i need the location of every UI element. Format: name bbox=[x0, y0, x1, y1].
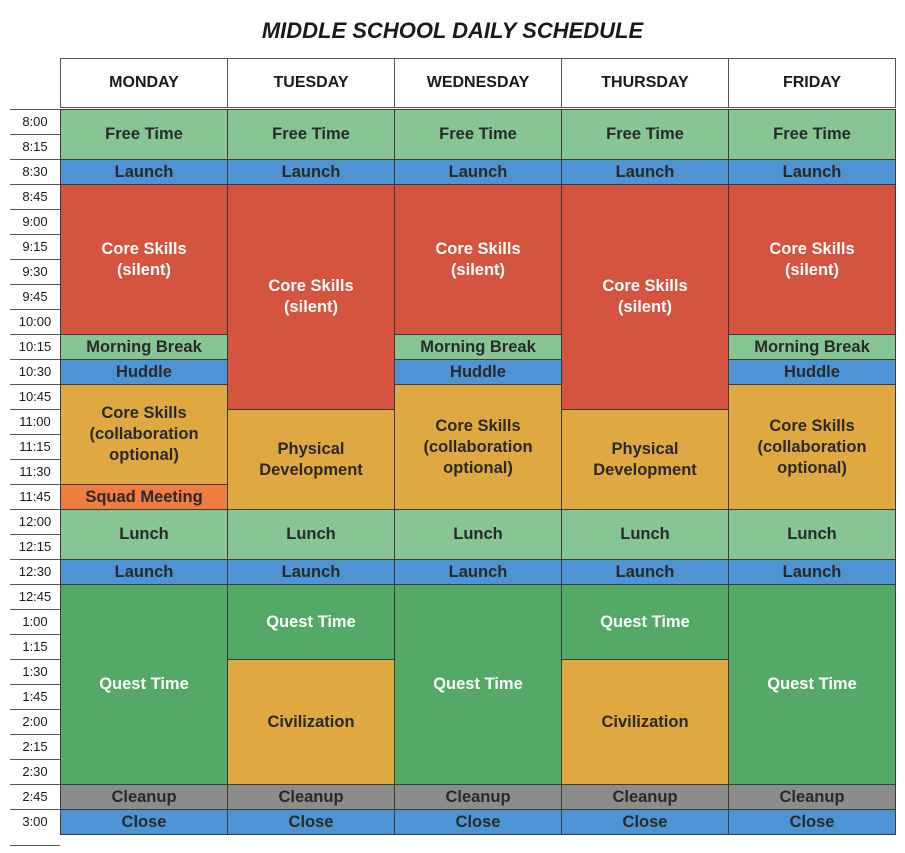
schedule-block-text: (silent) bbox=[617, 298, 673, 316]
time-label: 12:30 bbox=[10, 559, 60, 583]
schedule-block bbox=[561, 559, 729, 585]
time-label: 12:00 bbox=[10, 509, 60, 533]
schedule-block-text: Cleanup bbox=[612, 787, 678, 806]
schedule-block bbox=[561, 809, 729, 835]
schedule-block-text: Close bbox=[455, 812, 501, 831]
schedule-block bbox=[60, 809, 228, 835]
schedule-block-label bbox=[606, 124, 684, 145]
schedule-block-text: Morning Break bbox=[86, 337, 202, 356]
schedule-block bbox=[227, 559, 395, 585]
schedule-block-label bbox=[769, 239, 854, 281]
schedule-block bbox=[728, 384, 896, 510]
schedule-block bbox=[728, 509, 896, 560]
schedule-block-text: Launch bbox=[281, 562, 341, 581]
schedule-block bbox=[561, 509, 729, 560]
schedule-block bbox=[60, 109, 228, 160]
schedule-block-text: (collaboration bbox=[423, 437, 533, 456]
time-label: 1:15 bbox=[10, 634, 60, 658]
schedule-block-text: Launch bbox=[782, 162, 842, 181]
day-header-wednesday: WEDNESDAY bbox=[394, 58, 562, 108]
schedule-block-label bbox=[119, 524, 169, 545]
schedule-block-label bbox=[616, 562, 675, 583]
schedule-block-text: (silent) bbox=[784, 260, 840, 279]
schedule-block bbox=[394, 359, 562, 385]
day-header-monday: MONDAY bbox=[60, 58, 228, 108]
schedule-block-label bbox=[784, 362, 840, 383]
schedule-block bbox=[60, 784, 228, 810]
schedule-block-text: Lunch bbox=[286, 525, 336, 543]
schedule-block bbox=[394, 159, 562, 185]
schedule-block bbox=[394, 584, 562, 785]
schedule-block bbox=[728, 184, 896, 335]
time-label: 12:15 bbox=[10, 534, 60, 558]
schedule-block-label bbox=[773, 124, 851, 145]
schedule-block-label bbox=[86, 337, 202, 358]
schedule-block-text: Launch bbox=[448, 562, 508, 581]
day-header-row bbox=[60, 58, 900, 108]
time-label: 2:30 bbox=[10, 759, 60, 783]
schedule-block-label bbox=[767, 674, 857, 695]
schedule-block-label bbox=[420, 337, 536, 358]
time-label: 2:45 bbox=[10, 784, 60, 808]
time-label: 11:15 bbox=[10, 434, 60, 458]
schedule-block-text: Free Time bbox=[105, 125, 183, 143]
schedule-block-text: Quest Time bbox=[433, 675, 523, 693]
schedule-block bbox=[561, 584, 729, 660]
schedule-block-label bbox=[272, 124, 350, 145]
schedule-block-text: Huddle bbox=[116, 362, 172, 381]
schedule-block-text: (silent) bbox=[283, 298, 339, 316]
time-label: 8:30 bbox=[10, 159, 60, 183]
schedule-block-label bbox=[89, 403, 198, 466]
schedule-block-text: (silent) bbox=[450, 260, 506, 279]
schedule-block-label bbox=[266, 612, 356, 633]
time-label: 1:00 bbox=[10, 609, 60, 633]
schedule-block bbox=[561, 409, 729, 510]
schedule-block-label bbox=[116, 362, 172, 383]
time-label: 12:45 bbox=[10, 584, 60, 608]
schedule-block bbox=[60, 184, 228, 335]
schedule-block-label bbox=[783, 562, 842, 583]
schedule-block bbox=[394, 559, 562, 585]
schedule-block bbox=[394, 509, 562, 560]
schedule-block bbox=[60, 359, 228, 385]
schedule-block-text: Close bbox=[622, 812, 668, 831]
schedule-block-text: Free Time bbox=[606, 125, 684, 143]
schedule-block bbox=[60, 509, 228, 560]
schedule-block bbox=[227, 184, 395, 410]
schedule-block bbox=[561, 109, 729, 160]
day-header-tuesday: TUESDAY bbox=[227, 58, 395, 108]
schedule-block-label bbox=[600, 612, 690, 633]
schedule-block-label bbox=[456, 812, 501, 833]
schedule-block bbox=[227, 784, 395, 810]
page-title: MIDDLE SCHOOL DAILY SCHEDULE bbox=[261, 18, 644, 43]
schedule-block-text: Free Time bbox=[773, 125, 851, 143]
schedule-block-text: Morning Break bbox=[754, 337, 870, 356]
schedule-block-label bbox=[449, 162, 508, 183]
schedule-block-text: Quest Time bbox=[99, 675, 189, 693]
schedule-block-label bbox=[115, 562, 174, 583]
schedule-block-label bbox=[85, 487, 202, 508]
schedule-block-text: Free Time bbox=[272, 125, 350, 143]
schedule-block-text: Quest Time bbox=[767, 675, 857, 693]
schedule-block-label bbox=[259, 439, 363, 481]
schedule-block bbox=[728, 359, 896, 385]
schedule-block-text: Core Skills bbox=[435, 239, 521, 258]
schedule-block bbox=[728, 109, 896, 160]
time-label: 2:15 bbox=[10, 734, 60, 758]
schedule-block-label bbox=[278, 787, 343, 808]
time-label: 9:00 bbox=[10, 209, 60, 233]
schedule-block bbox=[394, 184, 562, 335]
schedule-block bbox=[227, 509, 395, 560]
schedule-block-text: Cleanup bbox=[779, 787, 845, 806]
schedule-block-label bbox=[623, 812, 668, 833]
time-label: 9:30 bbox=[10, 259, 60, 283]
schedule-block-label bbox=[779, 787, 844, 808]
schedule-block-text: optional) bbox=[109, 446, 179, 464]
schedule-block-label bbox=[790, 812, 835, 833]
schedule-block bbox=[561, 184, 729, 410]
schedule-block bbox=[394, 384, 562, 510]
schedule-block bbox=[561, 659, 729, 785]
schedule-block-label bbox=[423, 416, 532, 479]
schedule-block-text: Physical bbox=[611, 439, 679, 458]
schedule-block-text: Quest Time bbox=[600, 612, 690, 631]
schedule-block-text: Launch bbox=[114, 162, 174, 181]
schedule-block-text: Lunch bbox=[787, 525, 837, 543]
schedule-block-label bbox=[115, 162, 174, 183]
schedule-block bbox=[227, 584, 395, 660]
schedule-block-label bbox=[453, 524, 503, 545]
schedule-block-text: Civilization bbox=[601, 712, 689, 731]
schedule-block-label bbox=[593, 439, 697, 481]
schedule-block-text: Launch bbox=[615, 562, 675, 581]
schedule-block bbox=[60, 559, 228, 585]
schedule-block-text: (collaboration bbox=[89, 425, 199, 443]
time-label: 10:45 bbox=[10, 384, 60, 408]
schedule-block-label bbox=[111, 787, 176, 808]
schedule-block-label bbox=[282, 162, 341, 183]
schedule-block-text: optional) bbox=[443, 458, 513, 477]
schedule-block-text: Core Skills bbox=[435, 416, 521, 435]
schedule-block-label bbox=[602, 276, 687, 318]
schedule-block-text: Huddle bbox=[784, 362, 840, 381]
schedule-block-text: Core Skills bbox=[602, 277, 688, 295]
schedule-block-text: Cleanup bbox=[111, 787, 177, 806]
schedule-block-text: Core Skills bbox=[268, 277, 354, 295]
schedule-block-label bbox=[105, 124, 183, 145]
schedule-block bbox=[227, 409, 395, 510]
schedule-block-text: Squad Meeting bbox=[85, 487, 203, 506]
schedule-block-label bbox=[433, 674, 523, 695]
schedule-block-text: Development bbox=[593, 460, 697, 479]
schedule-block-text: Quest Time bbox=[266, 612, 356, 631]
time-label: 10:15 bbox=[10, 334, 60, 358]
schedule-block bbox=[394, 334, 562, 360]
schedule-block-text: optional) bbox=[777, 458, 847, 477]
schedule-block bbox=[394, 809, 562, 835]
time-label: 3:00 bbox=[10, 809, 60, 833]
schedule-block-text: Core Skills bbox=[769, 239, 855, 258]
schedule-block-text: Close bbox=[121, 812, 167, 831]
time-label: 10:30 bbox=[10, 359, 60, 383]
schedule-block bbox=[394, 109, 562, 160]
schedule-block-label bbox=[601, 712, 688, 733]
schedule-block-label bbox=[787, 524, 837, 545]
schedule-block bbox=[227, 159, 395, 185]
schedule-block-text: Core Skills bbox=[101, 239, 187, 258]
schedule-block bbox=[728, 159, 896, 185]
schedule-block bbox=[728, 584, 896, 785]
time-label: 8:45 bbox=[10, 184, 60, 208]
schedule-block-text: Lunch bbox=[119, 525, 169, 543]
schedule-block-text: Lunch bbox=[620, 525, 670, 543]
schedule-block-label bbox=[783, 162, 842, 183]
schedule-block-text: Launch bbox=[114, 562, 174, 581]
time-column-end bbox=[10, 845, 60, 846]
schedule-block-text: Launch bbox=[448, 162, 508, 181]
schedule-block-text: Huddle bbox=[450, 362, 506, 381]
schedule-block bbox=[394, 784, 562, 810]
schedule-block-text: Development bbox=[259, 460, 363, 479]
time-label: 11:45 bbox=[10, 484, 60, 508]
schedule-block-label bbox=[282, 562, 341, 583]
schedule-block-label bbox=[101, 239, 186, 281]
schedule-block-label bbox=[757, 416, 866, 479]
time-label: 1:30 bbox=[10, 659, 60, 683]
schedule-block bbox=[60, 584, 228, 785]
schedule-block-label bbox=[286, 524, 336, 545]
schedule-block-text: Physical bbox=[277, 439, 345, 458]
schedule-block-label bbox=[267, 712, 354, 733]
schedule-block-label bbox=[445, 787, 510, 808]
schedule-block-label bbox=[99, 674, 189, 695]
schedule-block-label bbox=[620, 524, 670, 545]
schedule-block-text: (silent) bbox=[116, 260, 172, 279]
schedule-block bbox=[728, 784, 896, 810]
time-label: 11:30 bbox=[10, 459, 60, 483]
schedule-block bbox=[60, 159, 228, 185]
schedule-block-label bbox=[268, 276, 353, 318]
schedule-block-text: (collaboration bbox=[757, 437, 867, 456]
schedule-block-text: Launch bbox=[615, 162, 675, 181]
schedule-block-label bbox=[616, 162, 675, 183]
time-label: 9:45 bbox=[10, 284, 60, 308]
schedule-block bbox=[60, 384, 228, 485]
schedule-block bbox=[728, 809, 896, 835]
schedule-block-label bbox=[450, 362, 506, 383]
time-label: 2:00 bbox=[10, 709, 60, 733]
schedule-block-text: Cleanup bbox=[278, 787, 344, 806]
schedule-block-text: Close bbox=[288, 812, 334, 831]
time-label: 1:45 bbox=[10, 684, 60, 708]
schedule-block bbox=[60, 334, 228, 360]
schedule-block bbox=[728, 334, 896, 360]
schedule-block-text: Core Skills bbox=[769, 416, 855, 435]
schedule-block-text: Launch bbox=[281, 162, 341, 181]
schedule-block-label bbox=[754, 337, 870, 358]
schedule-block-label bbox=[439, 124, 517, 145]
schedule-block-label bbox=[435, 239, 520, 281]
time-label: 9:15 bbox=[10, 234, 60, 258]
schedule-block-text: Core Skills bbox=[101, 404, 187, 422]
schedule-block-text: Close bbox=[789, 812, 835, 831]
schedule-block-label bbox=[122, 812, 167, 833]
schedule-block-text: Lunch bbox=[453, 525, 503, 543]
schedule-block bbox=[227, 809, 395, 835]
schedule-block-label bbox=[612, 787, 677, 808]
time-label: 8:00 bbox=[10, 109, 60, 133]
schedule-block-text: Morning Break bbox=[420, 337, 536, 356]
schedule-block bbox=[60, 484, 228, 510]
time-label: 11:00 bbox=[10, 409, 60, 433]
schedule-block bbox=[728, 559, 896, 585]
schedule-block-text: Cleanup bbox=[445, 787, 511, 806]
schedule-block-text: Free Time bbox=[439, 125, 517, 143]
schedule-block-label bbox=[289, 812, 334, 833]
schedule-block-text: Launch bbox=[782, 562, 842, 581]
schedule-block-label bbox=[449, 562, 508, 583]
day-header-friday: FRIDAY bbox=[728, 58, 896, 108]
schedule-block bbox=[561, 784, 729, 810]
schedule-block-text: Civilization bbox=[267, 712, 355, 731]
schedule-block bbox=[227, 109, 395, 160]
time-label: 10:00 bbox=[10, 309, 60, 333]
schedule-block bbox=[561, 159, 729, 185]
day-header-thursday: THURSDAY bbox=[561, 58, 729, 108]
schedule-block bbox=[227, 659, 395, 785]
time-label: 8:15 bbox=[10, 134, 60, 158]
